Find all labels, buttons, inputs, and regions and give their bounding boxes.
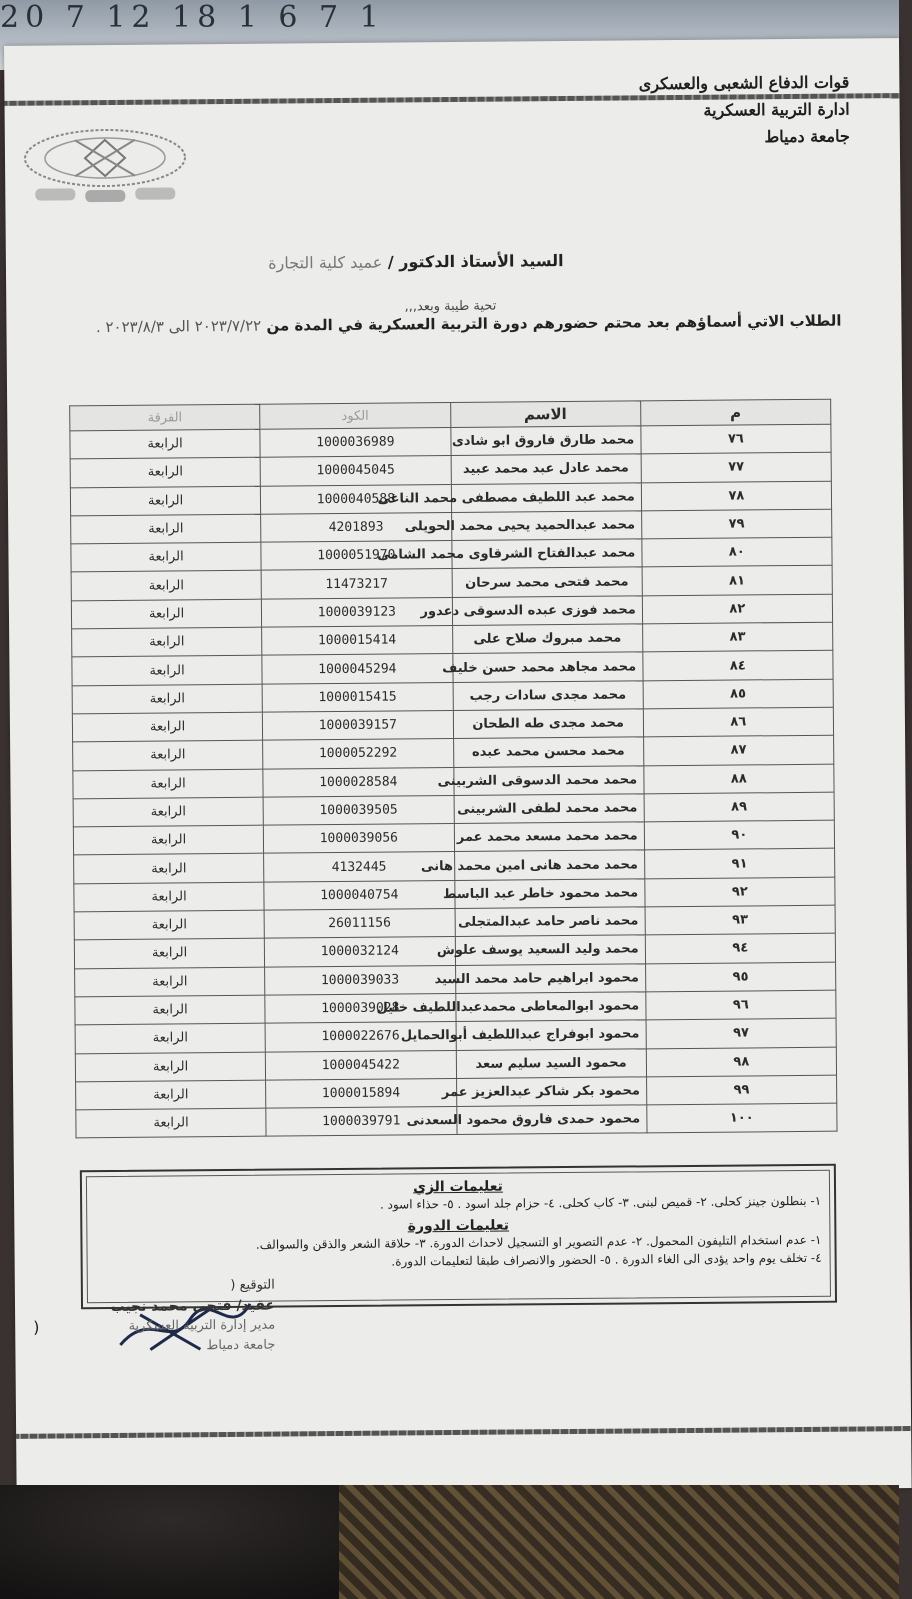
student-code: 1000022676 — [265, 1022, 455, 1052]
student-code: 1000040754 — [264, 880, 454, 910]
student-name: محمد محمد هانى امين محمد هانى — [454, 850, 644, 880]
row-number: ٩٩ — [646, 1075, 836, 1105]
student-code: 1000015414 — [262, 626, 452, 656]
student-name: محمد محمد مسعد محمد عمر — [454, 822, 644, 852]
table-row — [76, 1103, 837, 1138]
student-level: الرابعة — [76, 1108, 266, 1138]
student-level: الرابعة — [71, 571, 261, 601]
student-code: 1000040588 — [261, 484, 451, 514]
intro-paragraph — [61, 309, 841, 340]
header-num: م — [640, 399, 830, 426]
student-name: محمد مجدى طه الطحان — [453, 709, 643, 739]
student-level: الرابعة — [75, 995, 265, 1025]
signature-bracket-close: ) — [33, 1317, 40, 1337]
row-number: ٨٤ — [643, 651, 833, 681]
student-code: 1000045294 — [262, 654, 452, 684]
letterhead-line-3: جامعة دمياط — [764, 126, 850, 147]
student-level: الرابعة — [75, 1023, 265, 1053]
student-code: 4132445 — [264, 852, 454, 882]
student-name: محمد مبروك صلاح على — [452, 624, 642, 654]
table-body — [70, 424, 837, 1138]
dress-instructions-items: ١- بنطلون جينز كحلى. ٢- قميص لبنى. ٣- كاب كحلى. ٤- حزام جلد اسود . ٥- حذاء اسود . — [379, 1193, 822, 1212]
student-name: محمد فتحى محمد سرحان — [452, 567, 642, 597]
student-code: 1000039033 — [265, 965, 455, 995]
row-number: ٨٥ — [643, 679, 833, 709]
student-level: الرابعة — [74, 910, 264, 940]
student-code: 1000039028 — [265, 993, 455, 1023]
student-name: محمد وليد السعيد يوسف علوش — [455, 935, 645, 965]
signer-title: مدير إدارة التربية العسكرية — [128, 1317, 276, 1334]
intro-dates: ٢٠٢٣/٧/٢٢ الى ٢٠٢٣/٨/٣ . — [95, 316, 262, 337]
row-number: ٧٦ — [641, 424, 831, 454]
course-instructions-title: تعليمات الدورة — [407, 1217, 510, 1235]
row-number: ٧٧ — [641, 452, 831, 482]
student-level: الرابعة — [72, 712, 262, 742]
background-floor — [0, 1485, 899, 1599]
student-code: 1000052292 — [263, 739, 453, 769]
row-number: ٨٧ — [643, 735, 833, 765]
student-level: الرابعة — [73, 825, 263, 855]
student-code: 1000039791 — [266, 1107, 456, 1137]
signature-label: التوقيع ( — [230, 1277, 275, 1293]
student-code: 1000015415 — [262, 682, 452, 712]
letterhead-line-1: قوات الدفاع الشعبى والعسكرى — [638, 72, 850, 94]
row-number: ٩٨ — [646, 1047, 836, 1077]
student-code: 1000015894 — [266, 1078, 456, 1108]
footer-rule — [16, 1426, 911, 1439]
header-code: الكود — [260, 403, 450, 430]
student-level: الرابعة — [72, 627, 262, 657]
signer-org: جامعة دمياط — [206, 1337, 276, 1354]
student-code: 1000039123 — [262, 597, 452, 627]
course-instructions-line-1: ١- عدم استخدام التليفون المحمول. ٢- عدم التصوير او التسجيل لاحداث الدورة. ٣- حلاقة الشعر والذقن والسوالف. — [255, 1232, 822, 1252]
student-code: 1000028584 — [263, 767, 453, 797]
student-level: الرابعة — [72, 656, 262, 686]
student-name: محمود ابوالمعاطى محمدعبداللطيف خليل — [455, 992, 645, 1022]
student-name: محمود ابوفراج عبداللطيف أبوالحمايل — [456, 1020, 646, 1050]
student-level: الرابعة — [72, 684, 262, 714]
row-number: ٩٣ — [645, 905, 835, 935]
row-number: ٨١ — [642, 566, 832, 596]
greeting: تحية طيبة وبعد,,, — [404, 298, 497, 315]
student-name: محمد محسن محمد عبده — [453, 737, 643, 767]
row-number: ٩٧ — [646, 1018, 836, 1048]
emblem-logo — [15, 119, 196, 211]
student-code: 1000032124 — [265, 937, 455, 967]
student-level: الرابعة — [73, 740, 263, 770]
row-number: ٨٨ — [644, 764, 834, 794]
student-name: محمد عبدالحميد يحيى محمد الحويلى — [451, 511, 641, 541]
header-level: الفرقة — [70, 404, 260, 431]
student-level: الرابعة — [71, 599, 261, 629]
student-level: الرابعة — [75, 1052, 265, 1082]
address-line — [206, 250, 626, 273]
row-number: ٩٢ — [645, 877, 835, 907]
student-name: محمد مجدى سادات رجب — [453, 681, 643, 711]
row-number: ٩٥ — [645, 962, 835, 992]
row-number: ٨٩ — [644, 792, 834, 822]
student-code: 26011156 — [264, 909, 454, 939]
students-table — [69, 399, 837, 1139]
student-code: 11473217 — [261, 569, 451, 599]
row-number: ١٠٠ — [647, 1103, 837, 1133]
header-name: الاسم — [450, 401, 640, 428]
student-name: محمود حمدى فاروق محمود السعدنى — [456, 1105, 646, 1135]
student-level: الرابعة — [73, 769, 263, 799]
course-instructions-line-2: ٤- تخلف يوم واحد يؤدى الى الغاء الدورة . ٥- الحضور والانصراف طبقا لتعليمات الدورة. — [391, 1250, 822, 1269]
student-name: محمد ناصر حامد عبدالمتجلى — [455, 907, 645, 937]
student-code: 4201893 — [261, 512, 451, 542]
student-level: الرابعة — [75, 967, 265, 997]
row-number: ٨٠ — [642, 537, 832, 567]
student-code: 1000051970 — [261, 541, 451, 571]
student-level: الرابعة — [74, 882, 264, 912]
row-number: ٨٢ — [642, 594, 832, 624]
student-name: محمد عادل عبد محمد عبيد — [451, 454, 641, 484]
letterhead-line-2: ادارة التربية العسكرية — [703, 99, 850, 120]
student-name: محمود بكر شاكر عبدالعزيز عمر — [456, 1077, 646, 1107]
row-number: ٨٣ — [642, 622, 832, 652]
student-level: الرابعة — [74, 854, 264, 884]
address-recipient: عميد كلية التجارة — [268, 252, 383, 273]
student-code: 1000045422 — [266, 1050, 456, 1080]
student-code: 1000045045 — [260, 456, 450, 486]
student-level: الرابعة — [70, 486, 260, 516]
row-number: ٩٦ — [646, 990, 836, 1020]
student-level: الرابعة — [76, 1080, 266, 1110]
row-number: ٩٠ — [644, 820, 834, 850]
student-name: محمد طارق فاروق ابو شادى — [450, 426, 640, 456]
student-code: 1000039157 — [263, 710, 453, 740]
student-name: محمود السيد سليم سعد — [456, 1048, 646, 1078]
student-code: 1000036989 — [260, 428, 450, 458]
intro-text: الطلاب الاتي أسماؤهم بعد محتم حضورهم دورة التربية العسكرية في المدة من — [266, 311, 842, 335]
student-level: الرابعة — [71, 542, 261, 572]
student-name: محمد عبدالفتاح الشرقاوى محمد الشامى — [451, 539, 641, 569]
student-level: الرابعة — [71, 514, 261, 544]
row-number: ٩١ — [644, 849, 834, 879]
student-name: محمد مجاهد محمد حسن خليف — [452, 652, 642, 682]
dress-instructions-title: تعليمات الزي — [413, 1178, 503, 1196]
row-number: ٨٦ — [643, 707, 833, 737]
student-name: محمد محمد الدسوقى الشربينى — [453, 765, 643, 795]
row-number: ٩٤ — [645, 934, 835, 964]
letterhead — [639, 69, 850, 152]
student-level: الرابعة — [73, 797, 263, 827]
address-prefix: السيد الأستاذ الدكتور / — [387, 251, 564, 272]
signature-block — [55, 1276, 276, 1358]
student-level: الرابعة — [70, 457, 260, 487]
student-level: الرابعة — [74, 939, 264, 969]
row-number: ٧٨ — [641, 481, 831, 511]
student-code: 1000039056 — [264, 824, 454, 854]
background-calendar: 20 7 12 18 1 6 7 1 — [0, 0, 385, 35]
student-name: محمد عبد اللطيف مصطفى محمد الناغى — [451, 482, 641, 512]
student-code: 1000039505 — [263, 795, 453, 825]
student-name: محمود ابراهيم حامد محمد السيد — [455, 963, 645, 993]
document-page — [4, 38, 912, 1496]
row-number: ٧٩ — [641, 509, 831, 539]
background-carpet — [339, 1485, 899, 1599]
student-level: الرابعة — [70, 429, 260, 459]
student-name: محمد محمود خاطر عبد الباسط — [454, 879, 644, 909]
student-name: محمد محمد لطفى الشربينى — [454, 794, 644, 824]
signer-rank-name: عقيد/ فتحى محمد نجيب — [110, 1297, 276, 1316]
student-name: محمد فوزى عبده الدسوقى دعدور — [452, 596, 642, 626]
